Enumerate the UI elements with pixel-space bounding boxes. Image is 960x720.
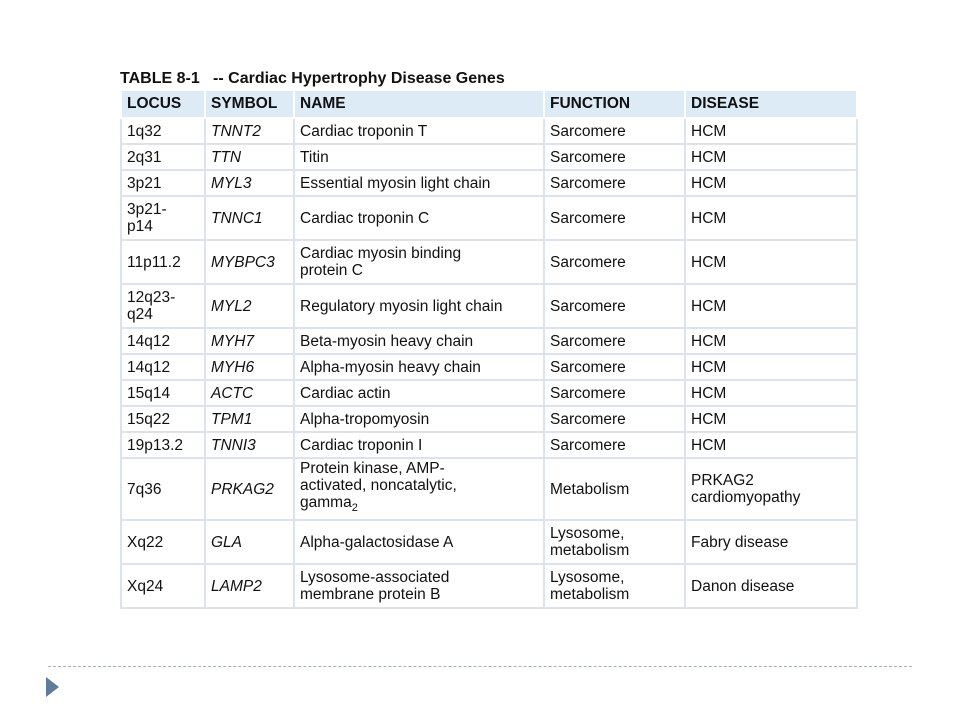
cell-locus: 3p21- p14: [121, 196, 205, 240]
cell-name: Alpha-galactosidase A: [294, 520, 544, 564]
table-row: [121, 458, 857, 520]
table-row: [121, 144, 857, 170]
table-title: TABLE 8-1 -- Cardiac Hypertrophy Disease Genes: [120, 70, 505, 87]
cell-function: Metabolism: [544, 458, 685, 520]
cell-name: Alpha-myosin heavy chain: [294, 354, 544, 380]
header-function: FUNCTION: [544, 90, 685, 118]
table-row: [121, 240, 857, 284]
cell-symbol: TNNI3: [205, 432, 294, 458]
cell-name: Cardiac actin: [294, 380, 544, 406]
cell-symbol: MYH6: [205, 354, 294, 380]
cell-function: Sarcomere: [544, 354, 685, 380]
cell-function: Sarcomere: [544, 432, 685, 458]
cell-name: Regulatory myosin light chain: [294, 284, 544, 328]
cell-disease: HCM: [685, 118, 857, 144]
cell-name: Titin: [294, 144, 544, 170]
header-name: NAME: [294, 90, 544, 118]
cell-locus: 3p21: [121, 170, 205, 196]
cell-locus: 11p11.2: [121, 240, 205, 284]
table-row: [121, 284, 857, 328]
cell-symbol: PRKAG2: [205, 458, 294, 520]
cell-function: Sarcomere: [544, 284, 685, 328]
cell-function: Lysosome, metabolism: [544, 564, 685, 608]
cell-function: Sarcomere: [544, 196, 685, 240]
cell-disease: HCM: [685, 144, 857, 170]
cell-symbol: LAMP2: [205, 564, 294, 608]
table-row: [121, 354, 857, 380]
cell-symbol: TNNT2: [205, 118, 294, 144]
cell-locus: 14q12: [121, 328, 205, 354]
table-row: [121, 380, 857, 406]
cell-name: Protein kinase, AMP- activated, noncatalytic, gamma$_2$: [294, 458, 544, 520]
cell-symbol: TTN: [205, 144, 294, 170]
cell-disease: HCM: [685, 406, 857, 432]
cell-name: Lysosome-associated membrane protein B: [294, 564, 544, 608]
cell-disease: HCM: [685, 328, 857, 354]
cell-function: Sarcomere: [544, 118, 685, 144]
cell-function: Sarcomere: [544, 240, 685, 284]
cell-symbol: MYH7: [205, 328, 294, 354]
cell-name: Cardiac troponin T: [294, 118, 544, 144]
cell-disease: HCM: [685, 354, 857, 380]
cell-symbol: MYL3: [205, 170, 294, 196]
cell-name: Beta-myosin heavy chain: [294, 328, 544, 354]
cell-name: Cardiac troponin I: [294, 432, 544, 458]
cell-name: Cardiac troponin C: [294, 196, 544, 240]
cell-name: Cardiac myosin binding protein C: [294, 240, 544, 284]
cell-symbol: MYL2: [205, 284, 294, 328]
cell-locus: 15q14: [121, 380, 205, 406]
footer-divider: [48, 666, 912, 667]
triangle-bullet-icon: [46, 677, 59, 697]
cell-symbol: GLA: [205, 520, 294, 564]
cell-symbol: MYBPC3: [205, 240, 294, 284]
table-row: [121, 170, 857, 196]
cell-function: Lysosome, metabolism: [544, 520, 685, 564]
cell-symbol: TPM1: [205, 406, 294, 432]
cell-function: Sarcomere: [544, 328, 685, 354]
cell-symbol: TNNC1: [205, 196, 294, 240]
table-body: [121, 118, 857, 608]
table-header-row: [121, 90, 857, 118]
cell-locus: Xq22: [121, 520, 205, 564]
table-row: [121, 564, 857, 608]
table-row: [121, 328, 857, 354]
header-disease: DISEASE: [685, 90, 857, 118]
cell-disease: HCM: [685, 284, 857, 328]
cell-locus: Xq24: [121, 564, 205, 608]
cell-function: Sarcomere: [544, 170, 685, 196]
header-symbol: SYMBOL: [205, 90, 294, 118]
cell-disease: HCM: [685, 170, 857, 196]
table-row: [121, 406, 857, 432]
name-subscript: 2: [351, 502, 358, 515]
cell-locus: 1q32: [121, 118, 205, 144]
gene-table: [120, 89, 858, 609]
cell-locus: 12q23- q24: [121, 284, 205, 328]
cell-disease: HCM: [685, 196, 857, 240]
cell-disease: HCM: [685, 240, 857, 284]
cell-disease: HCM: [685, 380, 857, 406]
cell-locus: 14q12: [121, 354, 205, 380]
header-locus: LOCUS: [121, 90, 205, 118]
cell-function: Sarcomere: [544, 406, 685, 432]
cell-disease: PRKAG2 cardiomyopathy: [685, 458, 857, 520]
cell-name: Essential myosin light chain: [294, 170, 544, 196]
cell-locus: 15q22: [121, 406, 205, 432]
cell-locus: 2q31: [121, 144, 205, 170]
table-row: [121, 196, 857, 240]
table-row: [121, 118, 857, 144]
cell-function: Sarcomere: [544, 144, 685, 170]
cell-function: Sarcomere: [544, 380, 685, 406]
table-row: [121, 432, 857, 458]
cell-disease: Fabry disease: [685, 520, 857, 564]
cell-disease: Danon disease: [685, 564, 857, 608]
cell-symbol: ACTC: [205, 380, 294, 406]
cell-disease: HCM: [685, 432, 857, 458]
cell-name: Alpha-tropomyosin: [294, 406, 544, 432]
table-row: [121, 520, 857, 564]
cell-locus: 19p13.2: [121, 432, 205, 458]
cell-locus: 7q36: [121, 458, 205, 520]
